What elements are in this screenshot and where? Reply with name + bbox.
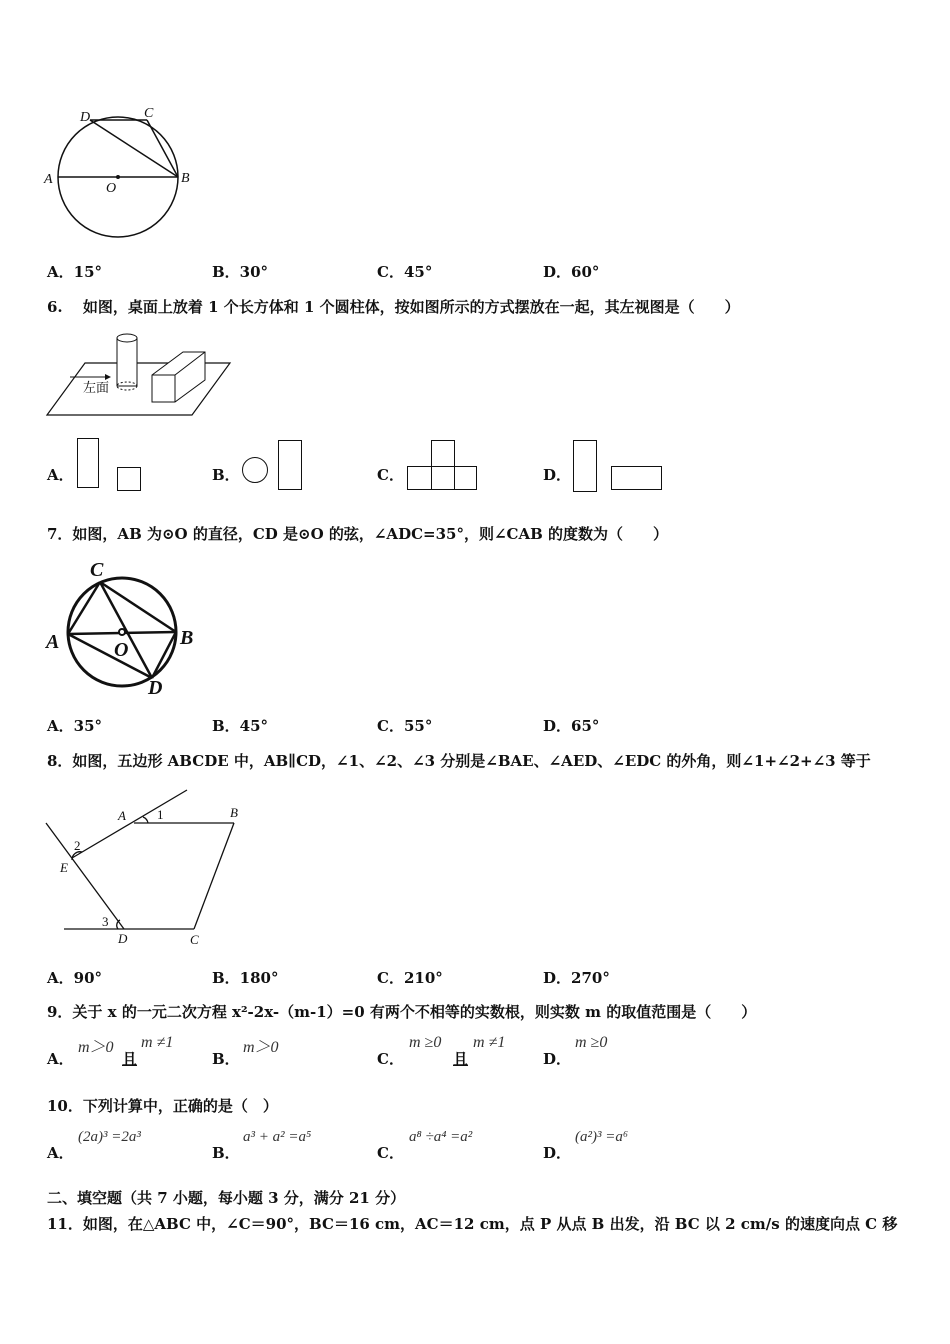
- q10-option-c: a⁸ ÷a⁴ =a²: [409, 1129, 473, 1145]
- q10-option-b-letter: B．: [212, 1144, 240, 1162]
- label-o: O: [114, 639, 129, 661]
- q9-option-b: m＞0: [243, 1039, 279, 1056]
- q7-circle-figure: [40, 558, 210, 698]
- left-side-label: 左面: [83, 380, 110, 395]
- q8-option-b: B．180°: [212, 969, 279, 987]
- q10-option-d-letter: D．: [543, 1144, 572, 1162]
- q6-option-a: A．: [47, 466, 74, 484]
- q10-option-a: (2a)³ =2a³: [78, 1129, 141, 1145]
- q5-option-c: C．45°: [377, 263, 433, 281]
- q8-option-c: C．210°: [377, 969, 443, 987]
- q6-option-b: B．: [212, 466, 240, 484]
- q6-objects-figure: [45, 330, 245, 425]
- q8-option-d: D．270°: [543, 969, 610, 987]
- q10-option-c-letter: C．: [377, 1144, 404, 1162]
- q10-option-b: a³ + a² =a⁵: [243, 1129, 312, 1145]
- section-2-heading: 二、填空题（共 7 小题，每小题 3 分，满分 21 分）: [47, 1189, 406, 1207]
- q7-option-b: B．45°: [212, 717, 269, 735]
- label-c: C: [90, 559, 104, 581]
- angle-1-label: 1: [157, 807, 164, 822]
- q6-a-tall-rect: [77, 438, 99, 488]
- label-a: A: [118, 808, 126, 823]
- q9-option-a: m＞0: [78, 1039, 114, 1056]
- q7-option-a: A．35°: [47, 717, 103, 735]
- q9-option-c: m ≥0: [409, 1034, 442, 1051]
- q6-option-c: C．: [377, 466, 404, 484]
- q5-circle-figure: [40, 100, 240, 250]
- q9-c-conj: 且: [453, 1050, 469, 1068]
- q9-option-c-letter: C．: [377, 1050, 404, 1068]
- label-c: C: [190, 932, 199, 947]
- label-a: A: [44, 172, 53, 187]
- q7-option-c: C．55°: [377, 717, 433, 735]
- q5-option-a: A．15°: [47, 263, 103, 281]
- q5-option-d: D．60°: [543, 263, 600, 281]
- q9-option-a-letter: A．: [47, 1050, 74, 1068]
- label-d: D: [118, 931, 128, 946]
- q9-option-b-letter: B．: [212, 1050, 240, 1068]
- q10-option-a-letter: A．: [47, 1144, 74, 1162]
- label-a: A: [46, 631, 60, 653]
- q9-option-d-letter: D．: [543, 1050, 572, 1068]
- label-c: C: [144, 106, 154, 121]
- q7-option-d: D．65°: [543, 717, 600, 735]
- q6-stem: 6. 如图，桌面上放着 1 个长方体和 1 个圆柱体，按如图所示的方式摆放在一起，其左视图是（ ）: [47, 298, 740, 316]
- q9-option-d: m ≥0: [575, 1034, 608, 1051]
- q10-stem: 10．下列计算中，正确的是（ ）: [47, 1097, 278, 1115]
- q6-b-tall-rect: [278, 440, 302, 490]
- q6-a-square: [117, 467, 141, 491]
- label-e: E: [60, 860, 68, 875]
- angle-2-label: 2: [74, 838, 81, 853]
- label-b: B: [181, 171, 190, 186]
- q8-pentagon-figure: [42, 788, 252, 948]
- q8-option-a: A．90°: [47, 969, 103, 987]
- q8-stem: 8．如图，五边形 ABCDE 中，AB∥CD，∠1、∠2、∠3 分别是∠BAE、∠AED、∠EDC 的外角，则∠1+∠2+∠3 等于: [47, 752, 871, 770]
- q9-a-conj: 且: [122, 1050, 138, 1068]
- q6-c-wide-rect: [407, 466, 477, 490]
- q6-b-circle: [242, 457, 268, 483]
- q6-d-wide-rect: [611, 466, 662, 490]
- q5-option-b: B．30°: [212, 263, 269, 281]
- q9-c-extra: m ≠1: [473, 1034, 506, 1051]
- label-d: D: [80, 110, 91, 125]
- q6-option-d: D．: [543, 466, 572, 484]
- angle-3-label: 3: [102, 914, 109, 929]
- q10-option-d: (a²)³ =a⁶: [575, 1129, 629, 1145]
- q7-stem: 7．如图，AB 为⊙O 的直径，CD 是⊙O 的弦，∠ADC=35°，则∠CAB 的度数为（ ）: [47, 525, 669, 543]
- label-d: D: [148, 677, 163, 699]
- q9-stem: 9．关于 x 的一元二次方程 x²-2x-（m-1）=0 有两个不相等的实数根，则实数 m 的取值范围是（ ）: [47, 1003, 757, 1021]
- q6-d-tall-rect: [573, 440, 597, 492]
- label-b: B: [230, 805, 238, 820]
- label-b: B: [180, 627, 194, 649]
- q11-stem: 11．如图，在△ABC 中，∠C＝90°，BC＝16 cm，AC＝12 cm，点 P 从点 B 出发，沿 BC 以 2 cm/s 的速度向点 C 移: [47, 1215, 898, 1233]
- label-o: O: [106, 181, 117, 196]
- q9-a-extra: m ≠1: [141, 1034, 174, 1051]
